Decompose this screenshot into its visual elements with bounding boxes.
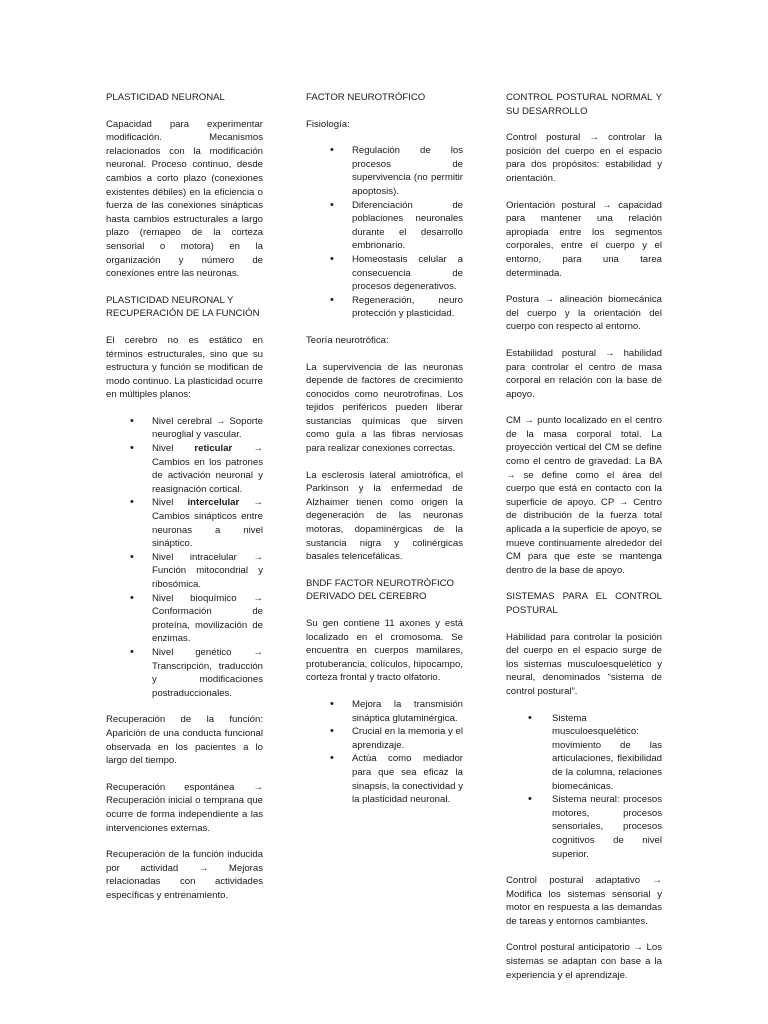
section-heading: PLASTICIDAD NEURONAL [106,92,225,103]
paragraph: SISTEMAS PARA EL CONTROL POSTURAL [506,591,662,616]
list-item: • Nivel intracelular → Función mitocondrial y ribosómica. [106,551,263,592]
list-item: • Homeostasis celular a consecuencia de procesos degenerativos. [306,253,463,294]
bullet-list [506,712,662,862]
list-item: • Regeneración, neuro protección y plasticidad. [306,294,463,321]
paragraph: Control postural adaptativo → Modifica los sistemas sensorial y motor en respuesta a las demandas de tareas y entornos cambiantes. [506,875,662,927]
column-3 [506,91,662,995]
paragraph: Recuperación de la función: Aparición de una conducta funcional observada en los pacientes a lo largo del tiempo. [106,714,263,767]
paragraph: La esclerosis lateral amiotrófica, el Parkinson y la enfermedad de Alzhaimer tienen como origen la degeneración de las neuronas motoras, dopaminérgicas de la sustancia nigra y colinérgicas basales telencefálicas. [306,469,463,563]
list-item: • Sistema neural: procesos motores, procesos sensoriales, procesos cognitivos de nivel superior. [506,793,662,861]
paragraph: CONTROL POSTURAL NORMAL Y SU DESARROLLO [506,92,662,117]
bullet-list [306,698,463,807]
paragraph: La supervivencia de las neuronas depende de factores de crecimiento conocidos como neurotrofinas. Los tejidos periféricos pueden liberar sustancias químicas que sirven como guía a las fibras nerviosas para realizar conexiones correctas. [306,361,463,455]
paragraph: Recuperación de la función inducida por actividad → Mejoras relacionadas con actividades específicas y entrenamiento. [106,849,263,901]
paragraph: Habilidad para controlar la posición del cuerpo en el espacio surge de los sistemas musculoesquelético y neural, denominados “sistema de control postural”. [506,631,662,697]
list-item: • Nivel genético → Transcripción, traducción y modificaciones postraduccionales. [106,646,263,700]
list-item: • Mejora la transmisión sináptica glutaminérgica. [306,698,463,725]
bullet-list [306,144,463,321]
paragraph: Capacidad para experimentar modificación. Mecanismos relacionados con la modificación neuronal. Proceso continuo, desde cambios a corto plazo (conexiones existentes débiles) en la eficiencia o fuerza de las conexiones sinápticas hasta cambios estructurales a largo plazo (remapeo de la corteza sensorial o motora) en la organización y número de conexiones entre las neuronas. [106,118,263,280]
paragraph: Su gen contiene 11 axones y está localizado en el cromosoma. Se encuentra en cuerpos mamilares, protuberancia, colículos, hipocampo, corteza frontal y tracto olfatorio. [306,618,463,684]
paragraph: CM → punto localizado en el centro de la masa corporal total. La proyección vertical del CM se define como el centro de gravedad. La BA → se define como el área del cuerpo que está en contacto con la superficie de apoyo. CP → Centro de distribución de la fuerza total aplicada a la superficie de apoyo, se mueve continuamente alrededor del CM para que este se mantenga dentro de la base de apoyo. [506,415,662,576]
list-item: • Nivel reticular → Cambios en los patrones de activación neuronal y reasignación cortical. [106,442,263,496]
list-item: • Nivel intercelular → Cambios sinápticos entre neuronas a nivel sináptico. [106,496,263,550]
list-item: • Sistema musculoesquelético: movimiento de las articulaciones, flexibilidad de la columna, relaciones biomecánicas. [506,712,662,794]
list-item: • Crucial en la memoria y el aprendizaje. [306,725,463,752]
paragraph: Control postural → controlar la posición del cuerpo en el espacio para dos propósitos: estabilidad y orientación. [506,132,662,184]
paragraph: Orientación postural → capacidad para mantener una relación apropiada entre los segmentos corporales, entre el cuerpo y el entorno, para una tarea determinada. [506,199,662,279]
section-heading: PLASTICIDAD NEURONAL Y RECUPERACIÓN DE LA FUNCIÓN [106,294,260,320]
paragraph: Teoría neurotrófica: [306,334,389,346]
list-item: • Diferenciación de poblaciones neuronales durante el desarrollo embrionario. [306,199,463,253]
bullet-list [106,415,263,700]
paragraph: El cerebro no es estático en términos estructurales, sino que su estructura y función se modifican de modo continuo. La plasticidad ocurre en múltiples planos: [106,334,263,401]
column-1 [106,91,263,915]
paragraph: Postura → alineación biomecánica del cuerpo y la orientación del cuerpo con respecto al entorno. [506,294,662,333]
list-item: • Nivel bioquímico → Conformación de proteína, movilización de enzimas. [106,592,263,646]
column-2 [306,91,463,820]
list-item: • Actúa como mediador para que sea eficaz la sinapsis, la conectividad y la plasticidad neuronal. [306,752,463,806]
paragraph: Estabilidad postural → habilidad para controlar el centro de masa corporal en relación con la base de apoyo. [506,347,662,400]
paragraph: Recuperación espontánea → Recuperación inicial o temprana que ocurre de forma independiente a las intervenciones externas. [106,781,263,834]
paragraph: Control postural anticipatorio → Los sistemas se adaptan con base a la experiencia y el aprendizaje. [506,942,662,981]
paragraph: Fisiología: [306,118,350,130]
list-item: • Nivel cerebral → Soporte neuroglial y vascular. [106,415,263,442]
section-heading: FACTOR NEUROTRÓFICO [306,92,426,103]
section-heading: BNDF FACTOR NEUROTRÓFICO DERIVADO DEL CEREBRO [306,577,454,603]
list-item: • Regulación de los procesos de supervivencia (no permitir apoptosis). [306,144,463,198]
